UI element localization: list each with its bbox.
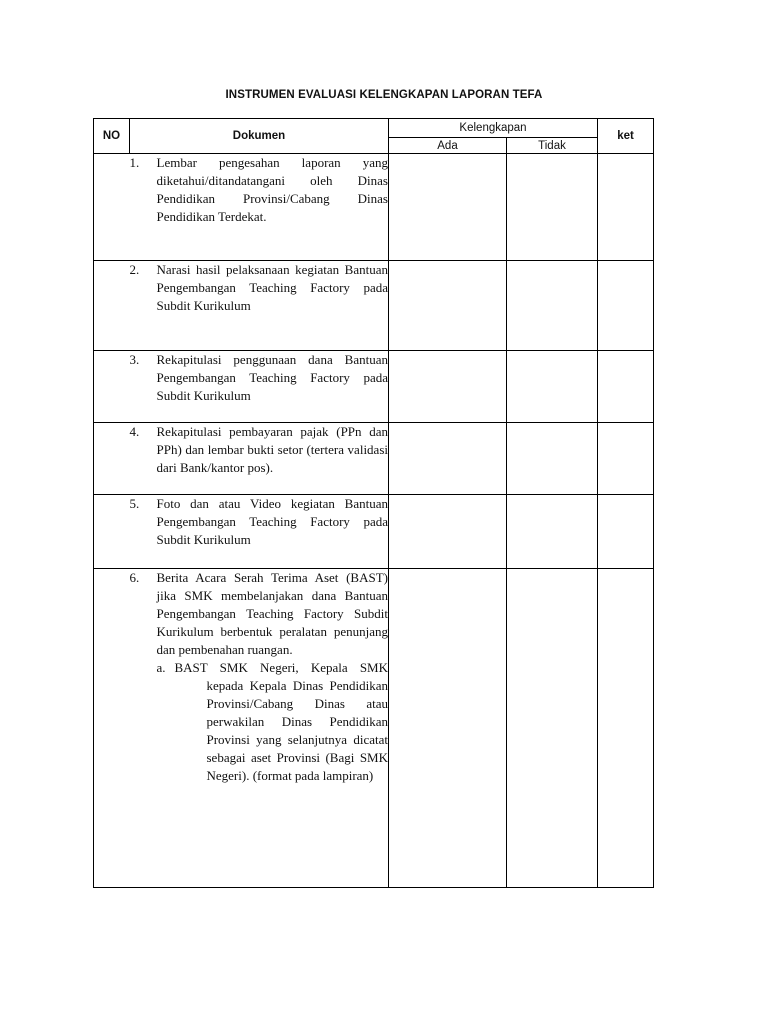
row-number-cell xyxy=(94,261,130,351)
ada-cell[interactable] xyxy=(389,351,507,423)
document-text: Narasi hasil pelaksanaan kegiatan Bantuan Pengembangan Teaching Factory pada Subdit Kurikulum xyxy=(156,262,388,313)
row-number-cell xyxy=(94,495,130,569)
row-number: 5. xyxy=(129,496,140,511)
tidak-cell[interactable] xyxy=(507,423,598,495)
header-kelengkapan: Kelengkapan xyxy=(389,119,598,138)
table-row xyxy=(94,423,654,495)
header-dokumen: Dokumen xyxy=(130,119,389,154)
evaluation-table xyxy=(93,118,654,888)
ada-cell[interactable] xyxy=(389,261,507,351)
table-row xyxy=(94,569,654,888)
ket-cell[interactable] xyxy=(598,351,654,423)
tidak-cell[interactable] xyxy=(507,261,598,351)
document-text: Berita Acara Serah Terima Aset (BAST) jika SMK membelanjakan dana Bantuan Pengembangan Teaching Factory Subdit Kurikulum berbentuk peralatan penunjang dan pembenahan ruangan. xyxy=(156,570,388,657)
ada-cell[interactable] xyxy=(389,423,507,495)
ada-cell[interactable] xyxy=(389,495,507,569)
table-row xyxy=(94,261,654,351)
sub-item-label: a. xyxy=(156,660,166,675)
sub-list-item xyxy=(157,659,389,785)
header-ket: ket xyxy=(598,119,654,154)
row-number-cell xyxy=(94,351,130,423)
row-number-cell xyxy=(94,423,130,495)
tidak-cell[interactable] xyxy=(507,351,598,423)
document-cell xyxy=(130,569,389,888)
header-no: NO xyxy=(94,119,130,154)
tidak-cell[interactable] xyxy=(507,569,598,888)
document-cell xyxy=(130,154,389,261)
table-row xyxy=(94,495,654,569)
header-ada: Ada xyxy=(389,138,507,154)
ada-cell[interactable] xyxy=(389,154,507,261)
ket-cell[interactable] xyxy=(598,495,654,569)
row-number: 2. xyxy=(129,262,140,277)
row-number-cell xyxy=(94,154,130,261)
sub-item-text: BAST SMK Negeri, Kepala SMK kepada Kepala Dinas Pendidikan Provinsi/Cabang Dinas atau perwakilan Dinas Pendidikan Provinsi yang selanjutnya dicatat sebagai aset Provinsi (Bagi SMK Negeri). (format pada lampiran) xyxy=(174,660,388,783)
document-cell xyxy=(130,423,389,495)
document-text: Foto dan atau Video kegiatan Bantuan Pengembangan Teaching Factory pada Subdit Kurikulum xyxy=(156,496,388,547)
document-text: Rekapitulasi penggunaan dana Bantuan Pengembangan Teaching Factory pada Subdit Kurikulum xyxy=(156,352,388,403)
document-cell xyxy=(130,261,389,351)
ket-cell[interactable] xyxy=(598,261,654,351)
page-title: INSTRUMEN EVALUASI KELENGKAPAN LAPORAN TEFA xyxy=(225,89,543,101)
ket-cell[interactable] xyxy=(598,423,654,495)
tidak-cell[interactable] xyxy=(507,154,598,261)
tidak-cell[interactable] xyxy=(507,495,598,569)
ada-cell[interactable] xyxy=(389,569,507,888)
document-text: Lembar pengesahan laporan yang diketahui/ditandatangani oleh Dinas Pendidikan Provinsi/Cabang Dinas Pendidikan Terdekat. xyxy=(156,155,388,224)
ket-cell[interactable] xyxy=(598,569,654,888)
row-number: 3. xyxy=(129,352,140,367)
row-number: 6. xyxy=(129,570,140,585)
row-number: 1. xyxy=(129,155,140,170)
table-row xyxy=(94,351,654,423)
document-cell xyxy=(130,351,389,423)
table-row xyxy=(94,154,654,261)
row-number: 4. xyxy=(129,424,140,439)
header-tidak: Tidak xyxy=(507,138,598,154)
document-cell xyxy=(130,495,389,569)
ket-cell[interactable] xyxy=(598,154,654,261)
document-text: Rekapitulasi pembayaran pajak (PPn dan PPh) dan lembar bukti setor (tertera validasi dari Bank/kantor pos). xyxy=(156,424,388,475)
row-number-cell xyxy=(94,569,130,888)
